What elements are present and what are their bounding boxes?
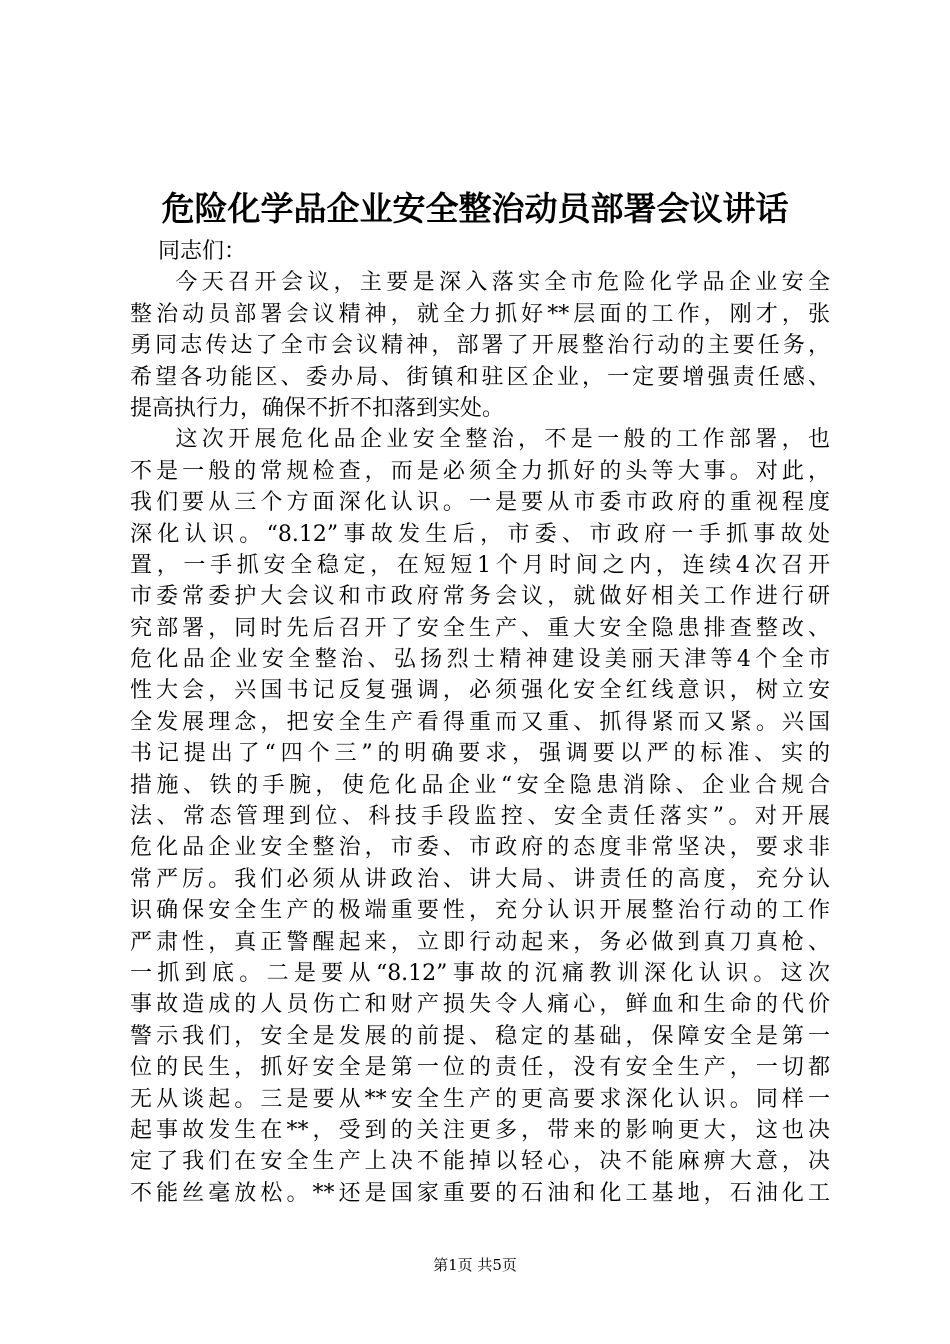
text-line: 市委常委护大会议和市政府常务会议，就做好相关工作进行研	[130, 584, 830, 610]
text-line: 严肃性，真正警醒起来，立即行动起来，务必做到真刀真枪、	[130, 929, 830, 955]
text-line: 不是一般的常规检查，而是必须全力抓好的头等大事。对此，	[130, 458, 830, 484]
text-line: 起事故发生在**，受到的关注更多，带来的影响更大，这也决	[130, 1117, 830, 1143]
text-line: 同志们：	[130, 239, 246, 264]
text-line: 书记提出了“四个三”的明确要求，强调要以严的标准、实的	[130, 741, 830, 767]
text-line: 定了我们在安全生产上决不能掉以轻心，决不能麻痹大意，决	[130, 1149, 830, 1175]
text-line: 危化品企业安全整治、弘扬烈士精神建设美丽天津等4个全市	[130, 647, 830, 673]
text-line: 事故造成的人员伤亡和财产损失令人痛心，鲜血和生命的代价	[130, 992, 830, 1018]
text-line: 整治动员部署会议精神，就全力抓好**层面的工作，刚才，张	[130, 301, 830, 327]
text-line: 深化认识。“8.12”事故发生后，市委、市政府一手抓事故处	[130, 521, 830, 547]
text-line: 究部署，同时先后召开了安全生产、重大安全隐患排查整改、	[130, 615, 830, 641]
text-line: 位的民生，抓好安全是第一位的责任，没有安全生产，一切都	[130, 1055, 830, 1081]
text-line: 置，一手抓安全稳定，在短短1个月时间之内，连续4次召开	[130, 552, 830, 578]
text-line: 识确保安全生产的极端重要性，充分认识开展整治行动的工作	[130, 898, 830, 924]
text-line: 这次开展危化品企业安全整治，不是一般的工作部署，也	[130, 427, 830, 453]
document-body	[130, 236, 830, 1209]
text-line: 勇同志传达了全市会议精神，部署了开展整治行动的主要任务，	[130, 333, 830, 359]
text-line: 性大会，兴国书记反复强调，必须强化安全红线意识，树立安	[130, 678, 830, 704]
document-title: 危险化学品企业安全整治动员部署会议讲话	[161, 189, 789, 228]
text-line: 警示我们，安全是发展的前提、稳定的基础，保障安全是第一	[130, 1023, 830, 1049]
text-line: 常严厉。我们必须从讲政治、讲大局、讲责任的高度，充分认	[130, 866, 830, 892]
text-line: 希望各功能区、委办局、街镇和驻区企业，一定要增强责任感、	[130, 364, 830, 390]
text-line: 法、常态管理到位、科技手段监控、安全责任落实”。对开展	[130, 804, 830, 830]
text-line: 全发展理念，把安全生产看得重而又重、抓得紧而又紧。兴国	[130, 709, 830, 735]
text-line: 提高执行力，确保不折不扣落到实处。	[130, 395, 505, 421]
text-line: 危化品企业安全整治，市委、市政府的态度非常坚决，要求非	[130, 835, 830, 861]
text-line: 措施、铁的手腕，使危化品企业“安全隐患消除、企业合规合	[130, 772, 830, 798]
text-line: 一抓到底。二是要从“8.12”事故的沉痛教训深化认识。这次	[130, 960, 830, 986]
text-line: 无从谈起。三是要从**安全生产的更高要求深化认识。同样一	[130, 1086, 830, 1112]
text-line: 不能丝毫放松。**还是国家重要的石油和化工基地，石油化工	[130, 1180, 830, 1206]
text-line: 我们要从三个方面深化认识。一是要从市委市政府的重视程度	[130, 490, 830, 516]
page-footer: 第1页 共5页	[433, 1256, 517, 1274]
text-line: 今天召开会议，主要是深入落实全市危险化学品企业安全	[130, 270, 830, 296]
